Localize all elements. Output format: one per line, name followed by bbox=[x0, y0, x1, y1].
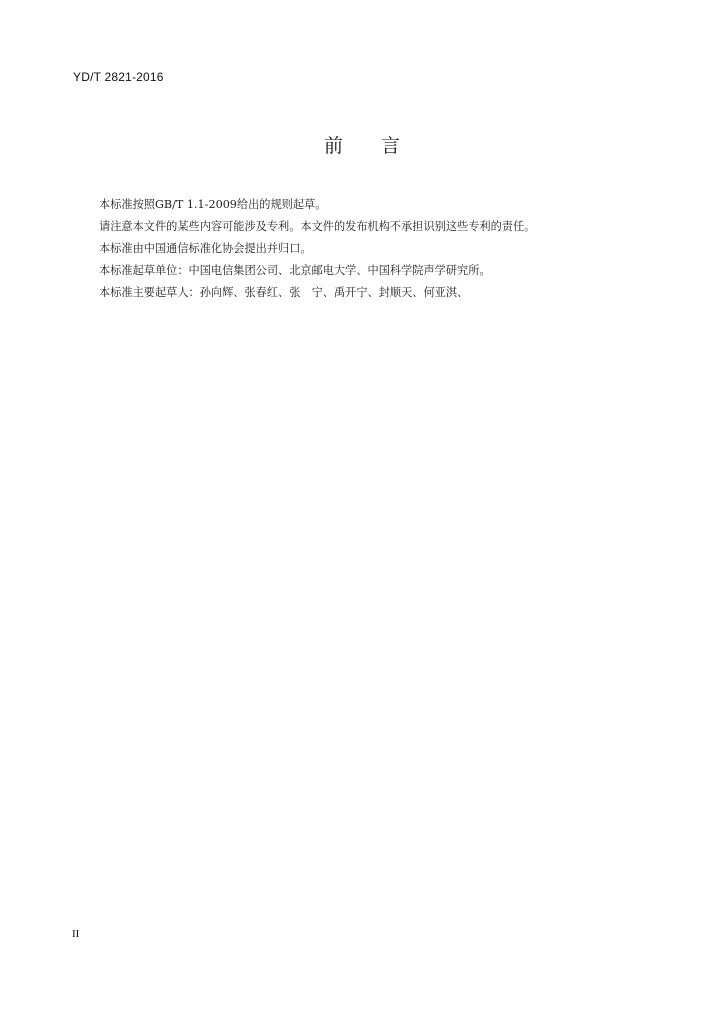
document-code: YD/T 2821-2016 bbox=[73, 70, 164, 84]
paragraph-drafting-rules: 本标准按照GB/T 1.1-2009给出的规则起草。 bbox=[99, 198, 327, 211]
paragraph-patent-notice: 请注意本文件的某些内容可能涉及专利。本文件的发布机构不承担识别这些专利的责任。 bbox=[99, 220, 536, 233]
paragraph-drafting-units: 本标准起草单位：中国电信集团公司、北京邮电大学、中国科学院声学研究所。 bbox=[99, 264, 491, 277]
page-number: II bbox=[72, 928, 80, 940]
foreword-body bbox=[99, 194, 659, 304]
paragraph-drafters: 本标准主要起草人：孙向辉、张春红、张 宁、禹开宁、封顺天、何亚淇、 bbox=[99, 286, 469, 299]
paragraph-proposer: 本标准由中国通信标准化协会提出并归口。 bbox=[99, 242, 312, 255]
section-title: 前言 bbox=[323, 135, 438, 157]
